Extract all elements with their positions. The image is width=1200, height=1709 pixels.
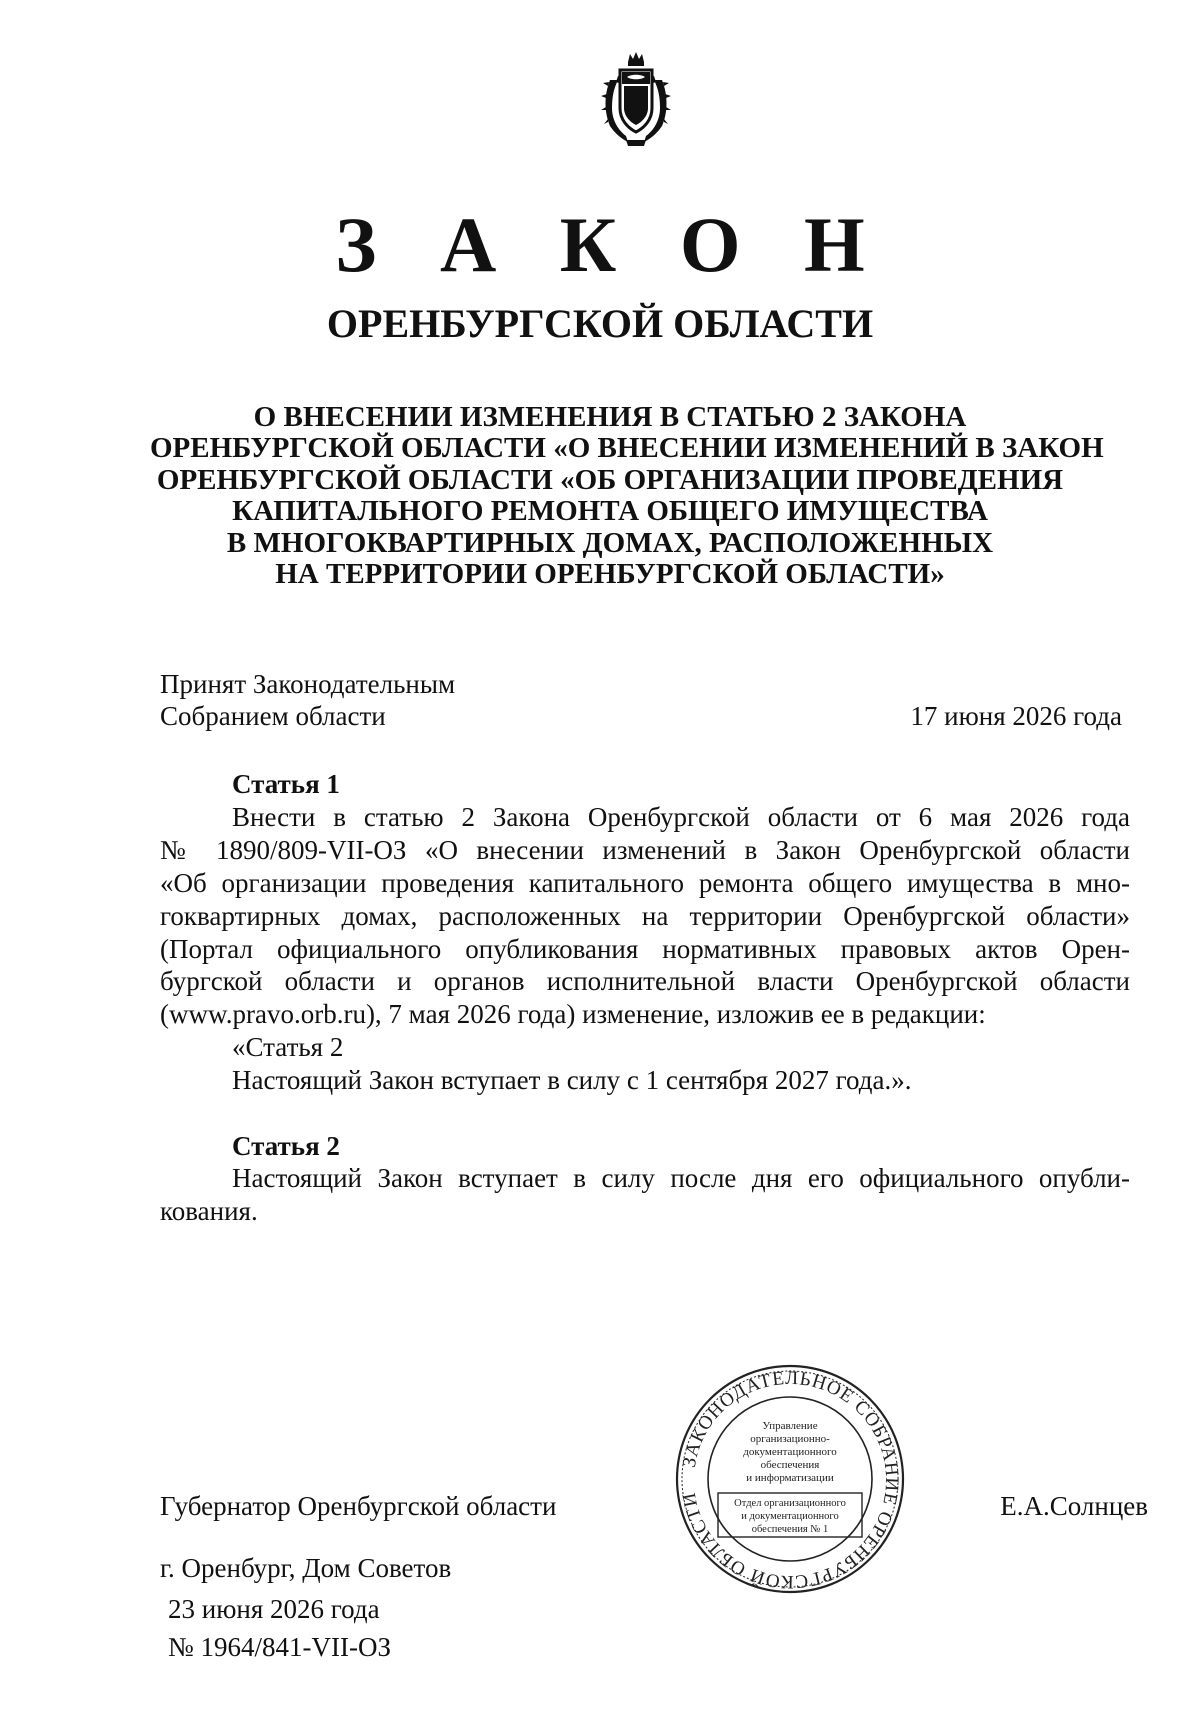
stamp-inner-text: и документационного bbox=[741, 1511, 839, 1522]
adoption-date: 17 июня 2026 года bbox=[910, 701, 1122, 731]
law-number: № 1964/841-VII-ОЗ bbox=[168, 1632, 392, 1662]
article-2-body bbox=[160, 1162, 1130, 1228]
article-1-line: Внести в статью 2 Закона Оренбургской области от 6 мая 2026 года bbox=[232, 802, 1130, 832]
article-1-line: № 1890/809-VII-ОЗ «О внесении изменений в Закон Оренбургской области bbox=[160, 834, 1130, 865]
article-1-line: (Портал официального опубликования нормативных правовых актов Орен- bbox=[160, 933, 1130, 964]
stamp-inner-text: организационно- bbox=[750, 1433, 830, 1445]
article-1-line: Настоящий Закон вступает в силу с 1 сентября 2027 года.». bbox=[232, 1065, 912, 1096]
law-name bbox=[150, 401, 1104, 591]
article-1-line: (www.pravo.orb.ru), 7 мая 2026 года) изменение, изложив ее в редакции: bbox=[160, 999, 986, 1030]
region-title: ОРЕНБУРГСКОЙ ОБЛАСТИ bbox=[326, 301, 874, 346]
article-2-line: кования. bbox=[160, 1195, 258, 1226]
stamp-inner-text: обеспечения bbox=[760, 1459, 820, 1471]
law-name-line: НА ТЕРРИТОРИИ ОРЕНБУРГСКОЙ ОБЛАСТИ» bbox=[275, 558, 945, 591]
stamp-inner-text: документационного bbox=[743, 1446, 837, 1458]
stamp-inner-text: Отдел организационного bbox=[734, 1498, 846, 1509]
law-name-line: О ВНЕСЕНИИ ИЗМЕНЕНИЯ В СТАТЬЮ 2 ЗАКОНА bbox=[253, 401, 967, 433]
signing-place: г. Оренбург, Дом Советов bbox=[160, 1553, 452, 1583]
document-title: З А К О Н bbox=[335, 201, 887, 288]
article-2-line: Настоящий Закон вступает в силу после дня его официального опубли- bbox=[232, 1163, 1130, 1193]
stamp-inner-text: и информатизации bbox=[746, 1472, 834, 1484]
adoption-body-line-1: Принят Законодательным bbox=[160, 669, 456, 699]
article-1-line: бургской области и органов исполнительной власти Оренбургской области bbox=[160, 966, 1130, 997]
law-name-line: КАПИТАЛЬНОГО РЕМОНТА ОБЩЕГО ИМУЩЕСТВА bbox=[232, 495, 988, 528]
signatory-name: Е.А.Солнцев bbox=[1000, 1491, 1148, 1521]
article-1-body bbox=[160, 801, 1130, 1097]
stamp-inner-text: обеспечения № 1 bbox=[751, 1524, 829, 1535]
adoption-body-line-2: Собранием области bbox=[160, 701, 386, 731]
stamp-ring-text: ЗАКОНОДАТЕЛЬНОЕ СОБРАНИЕ ОРЕНБУРГСКОЙ ОБЛАСТИ bbox=[678, 1367, 903, 1593]
signing-date: 23 июня 2026 года bbox=[168, 1594, 380, 1624]
signatory-position: Губернатор Оренбургской области bbox=[160, 1491, 557, 1521]
law-name-line: В МНОГОКВАРТИРНЫХ ДОМАХ, РАСПОЛОЖЕННЫХ bbox=[226, 526, 994, 559]
article-1-line: гоквартирных домах, расположенных на территории Оренбургской области» bbox=[160, 900, 1130, 931]
law-name-line: ОРЕНБУРГСКОЙ ОБЛАСТИ «ОБ ОРГАНИЗАЦИИ ПРОВЕДЕНИЯ bbox=[156, 463, 1064, 496]
article-1-line: «Об организации проведения капитального ремонта общего имущества в мно- bbox=[160, 867, 1130, 898]
article-2-heading: Статья 2 bbox=[232, 1131, 340, 1161]
article-1-heading: Статья 1 bbox=[232, 769, 340, 799]
article-1-line: «Статья 2 bbox=[232, 1032, 344, 1063]
coat-of-arms-icon bbox=[600, 50, 672, 148]
stamp-inner-text: Управление bbox=[762, 1420, 818, 1432]
official-stamp-icon bbox=[672, 1362, 908, 1596]
law-name-line: ОРЕНБУРГСКОЙ ОБЛАСТИ «О ВНЕСЕНИИ ИЗМЕНЕНИЙ В ЗАКОН bbox=[150, 432, 1104, 465]
